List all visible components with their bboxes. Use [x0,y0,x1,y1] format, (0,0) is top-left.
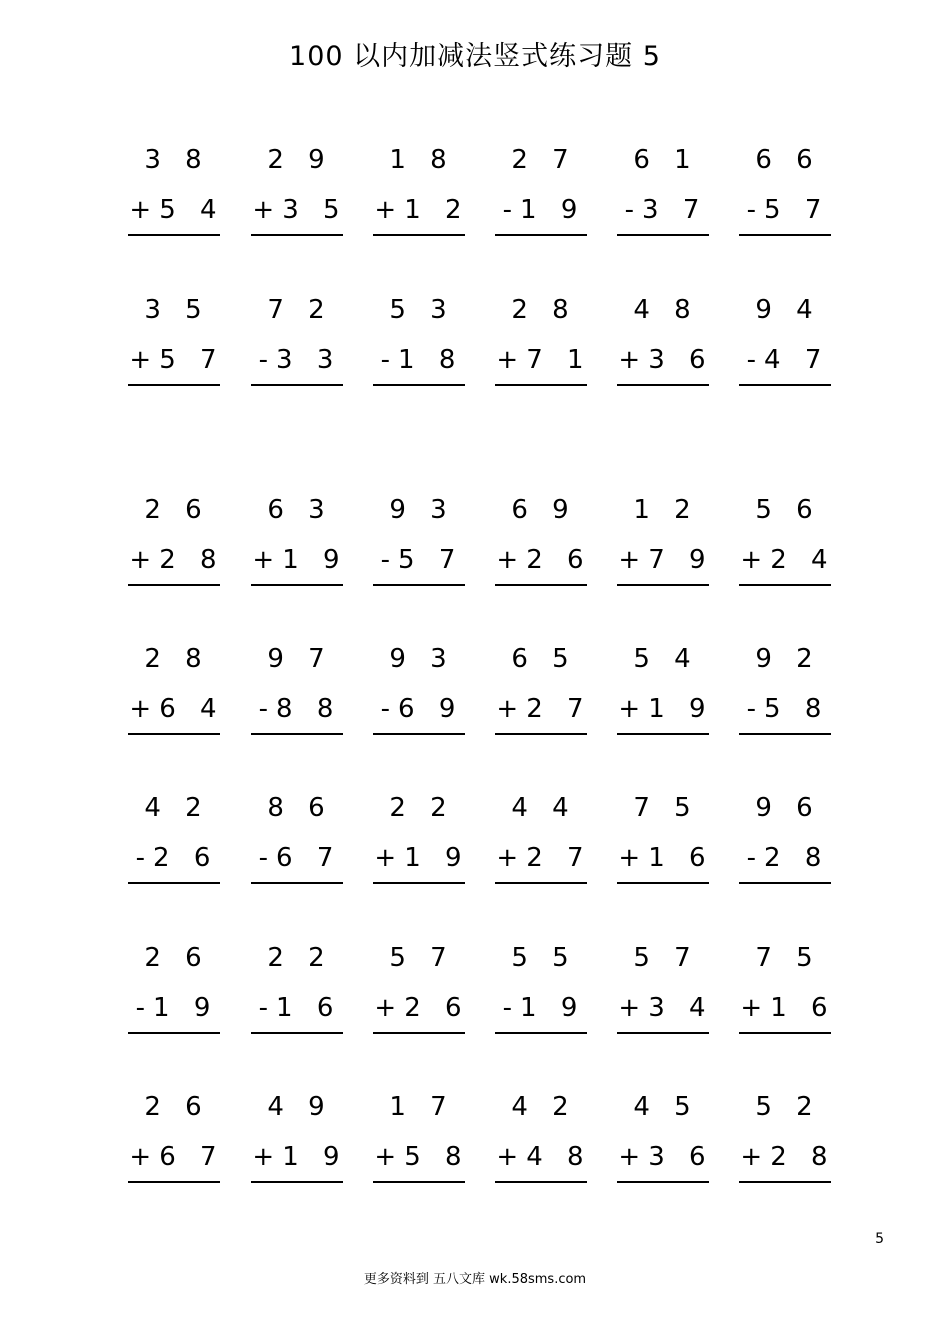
answer-line [373,882,465,884]
bottom-operand: +4 8 [496,1142,592,1172]
top-operand: 7 2 [267,295,333,325]
top-operand: 4 4 [511,793,577,823]
problem-r6-c2 [245,943,355,1038]
answer-line [128,733,220,735]
answer-line [495,733,587,735]
answer-line [739,882,831,884]
problem-r7-c4 [489,1092,599,1187]
bottom-operand: +1 9 [252,1142,348,1172]
problem-r6-c3 [367,943,477,1038]
problem-r4-c3 [367,644,477,739]
problem-r4-c6 [733,644,843,739]
bottom-operand: +2 7 [496,843,592,873]
top-operand: 6 1 [633,145,699,175]
top-operand: 7 5 [755,943,821,973]
bottom-operand: -5 8 [746,694,830,724]
problem-r3-c1 [122,495,232,590]
top-operand: 5 3 [389,295,455,325]
top-operand: 5 5 [511,943,577,973]
bottom-operand: +7 9 [618,545,714,575]
bottom-operand: +1 6 [618,843,714,873]
bottom-operand: +6 4 [129,694,225,724]
problem-r2-c4 [489,295,599,390]
bottom-operand: -6 7 [258,843,342,873]
answer-line [373,384,465,386]
answer-line [251,1032,343,1034]
answer-line [495,384,587,386]
answer-line [739,733,831,735]
bottom-operand: +3 6 [618,345,714,375]
answer-line [495,584,587,586]
top-operand: 6 3 [267,495,333,525]
answer-line [739,384,831,386]
problem-r5-c6 [733,793,843,888]
bottom-operand: -1 8 [380,345,464,375]
bottom-operand: +5 4 [129,195,225,225]
problem-r3-c6 [733,495,843,590]
problem-r1-c5 [611,145,721,240]
top-operand: 4 9 [267,1092,333,1122]
answer-line [128,584,220,586]
problem-r6-c1 [122,943,232,1038]
top-operand: 7 5 [633,793,699,823]
bottom-operand: -5 7 [746,195,830,225]
answer-line [251,1181,343,1183]
bottom-operand: +2 4 [740,545,836,575]
bottom-operand: +6 7 [129,1142,225,1172]
answer-line [739,1032,831,1034]
answer-line [373,584,465,586]
bottom-operand: +7 1 [496,345,592,375]
top-operand: 9 3 [389,644,455,674]
problem-r2-c5 [611,295,721,390]
bottom-operand: +3 6 [618,1142,714,1172]
answer-line [373,1181,465,1183]
bottom-operand: +5 8 [374,1142,470,1172]
answer-line [373,234,465,236]
top-operand: 2 8 [144,644,210,674]
top-operand: 2 6 [144,943,210,973]
top-operand: 1 7 [389,1092,455,1122]
bottom-operand: -6 9 [380,694,464,724]
problem-r3-c3 [367,495,477,590]
top-operand: 2 2 [267,943,333,973]
problem-r6-c4 [489,943,599,1038]
bottom-operand: +2 8 [129,545,225,575]
answer-line [495,1032,587,1034]
answer-line [617,234,709,236]
problem-r7-c1 [122,1092,232,1187]
bottom-operand: -5 7 [380,545,464,575]
top-operand: 4 5 [633,1092,699,1122]
top-operand: 2 8 [511,295,577,325]
problem-r6-c6 [733,943,843,1038]
problem-r4-c2 [245,644,355,739]
top-operand: 5 7 [389,943,455,973]
top-operand: 3 5 [144,295,210,325]
bottom-operand: -4 7 [746,345,830,375]
answer-line [373,733,465,735]
answer-line [373,1032,465,1034]
top-operand: 9 7 [267,644,333,674]
problem-r7-c6 [733,1092,843,1187]
problem-r5-c1 [122,793,232,888]
bottom-operand: -3 3 [258,345,342,375]
answer-line [128,1181,220,1183]
top-operand: 2 7 [511,145,577,175]
answer-line [495,1181,587,1183]
top-operand: 3 8 [144,145,210,175]
answer-line [739,234,831,236]
problem-r7-c5 [611,1092,721,1187]
bottom-operand: -1 9 [502,195,586,225]
problem-r4-c5 [611,644,721,739]
top-operand: 9 2 [755,644,821,674]
bottom-operand: +5 7 [129,345,225,375]
problem-r1-c6 [733,145,843,240]
answer-line [251,733,343,735]
bottom-operand: +2 6 [374,993,470,1023]
top-operand: 6 9 [511,495,577,525]
bottom-operand: +2 8 [740,1142,836,1172]
bottom-operand: -8 8 [258,694,342,724]
bottom-operand: +1 2 [374,195,470,225]
footer-text: 更多资料到 五八文库 wk.58sms.com [363,1272,587,1287]
problem-r3-c4 [489,495,599,590]
problem-r5-c4 [489,793,599,888]
problem-r2-c6 [733,295,843,390]
answer-line [617,882,709,884]
top-operand: 4 8 [633,295,699,325]
top-operand: 8 6 [267,793,333,823]
top-operand: 5 4 [633,644,699,674]
top-operand: 1 8 [389,145,455,175]
problem-r4-c4 [489,644,599,739]
bottom-operand: +2 6 [496,545,592,575]
problem-r3-c5 [611,495,721,590]
problem-r4-c1 [122,644,232,739]
bottom-operand: +1 6 [740,993,836,1023]
problem-r2-c1 [122,295,232,390]
answer-line [128,234,220,236]
bottom-operand: +1 9 [252,545,348,575]
page-number: 5 [875,1231,884,1247]
bottom-operand: -2 6 [135,843,219,873]
answer-line [617,1032,709,1034]
bottom-operand: -1 9 [502,993,586,1023]
problem-r1-c4 [489,145,599,240]
problem-r3-c2 [245,495,355,590]
problem-r2-c2 [245,295,355,390]
bottom-operand: -3 7 [624,195,708,225]
answer-line [128,882,220,884]
problem-r5-c2 [245,793,355,888]
top-operand: 9 4 [755,295,821,325]
answer-line [251,584,343,586]
problem-r1-c3 [367,145,477,240]
top-operand: 2 6 [144,1092,210,1122]
answer-line [495,882,587,884]
answer-line [617,384,709,386]
answer-line [739,1181,831,1183]
problem-r1-c2 [245,145,355,240]
answer-line [617,1181,709,1183]
bottom-operand: -2 8 [746,843,830,873]
problem-r7-c2 [245,1092,355,1187]
problem-r5-c5 [611,793,721,888]
top-operand: 2 6 [144,495,210,525]
top-operand: 6 6 [755,145,821,175]
problem-r6-c5 [611,943,721,1038]
top-operand: 5 6 [755,495,821,525]
bottom-operand: +1 9 [618,694,714,724]
answer-line [617,584,709,586]
answer-line [128,1032,220,1034]
answer-line [251,882,343,884]
answer-line [251,234,343,236]
top-operand: 6 5 [511,644,577,674]
top-operand: 5 2 [755,1092,821,1122]
answer-line [495,234,587,236]
problem-r2-c3 [367,295,477,390]
top-operand: 4 2 [144,793,210,823]
answer-line [739,584,831,586]
problem-r1-c1 [122,145,232,240]
bottom-operand: -1 6 [258,993,342,1023]
answer-line [251,384,343,386]
top-operand: 2 2 [389,793,455,823]
answer-line [617,733,709,735]
top-operand: 9 6 [755,793,821,823]
bottom-operand: -1 9 [135,993,219,1023]
problem-r7-c3 [367,1092,477,1187]
bottom-operand: +1 9 [374,843,470,873]
top-operand: 5 7 [633,943,699,973]
problem-r5-c3 [367,793,477,888]
top-operand: 2 9 [267,145,333,175]
bottom-operand: +3 5 [252,195,348,225]
bottom-operand: +2 7 [496,694,592,724]
page-title: 100 以内加减法竖式练习题 5 [289,41,661,72]
bottom-operand: +3 4 [618,993,714,1023]
top-operand: 1 2 [633,495,699,525]
top-operand: 4 2 [511,1092,577,1122]
top-operand: 9 3 [389,495,455,525]
answer-line [128,384,220,386]
